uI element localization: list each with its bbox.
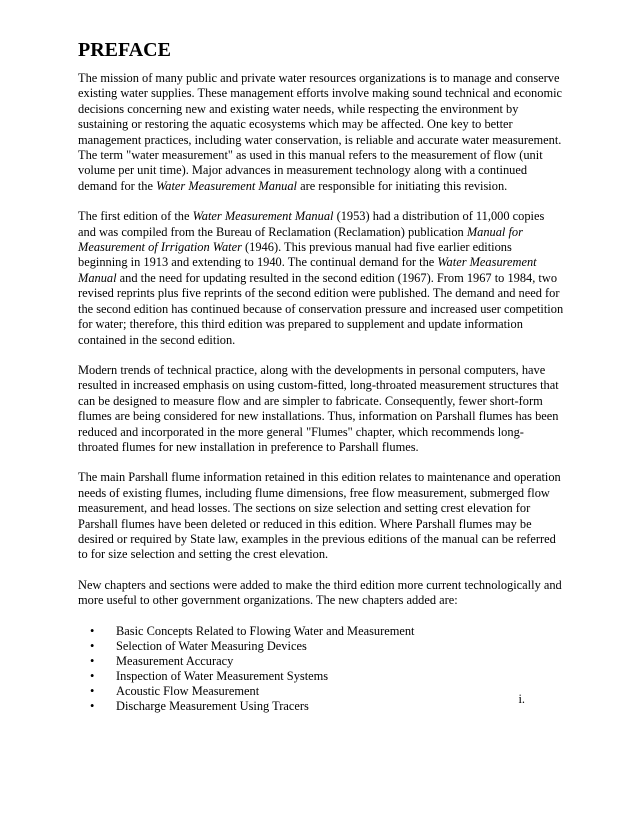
title-citation: Water Measurement Manual <box>78 255 537 285</box>
list-item <box>90 684 564 699</box>
list-item <box>90 639 564 654</box>
list-item <box>90 669 564 684</box>
new-chapters-list <box>78 624 564 714</box>
list-item-text: Inspection of Water Measurement Systems <box>116 668 329 683</box>
paragraph-parshall-flume: The main Parshall flume information retained in this edition relates to maintenance and operation needs of existing flumes, including flume dimensions, free flow measurement, submerged flow measurement, and head losses. The sections on size selection and setting crest elevation for Parshall flumes have been deleted or reduced in this edition. Where Parshall flumes may be desired or required by State law, examples in the previous editions of the manual can be referred to for size selection and setting the crest elevation. <box>78 470 561 562</box>
text-run: are responsible for initiating this revision. <box>296 178 508 193</box>
text-run: The first edition of the <box>78 209 193 224</box>
paragraph-mission <box>78 71 564 194</box>
text-run: (1953) had a distribution of 11,000 copies and was compiled from the Bureau of Reclamation (Reclamation) publication <box>78 209 545 239</box>
list-item-text: Selection of Water Measuring Devices <box>116 638 307 653</box>
bullet-icon: • <box>90 698 95 713</box>
bullet-icon: • <box>90 623 95 638</box>
bullet-icon: • <box>90 683 95 698</box>
bullet-icon: • <box>90 653 95 668</box>
title-citation: Manual for Measurement of Irrigation Water <box>78 224 523 255</box>
paragraph-history <box>78 209 564 348</box>
bullet-icon: • <box>90 638 95 653</box>
paragraph-modern-trends: Modern trends of technical practice, along with the developments in personal computers, have resulted in increased emphasis on using custom-fitted, long-throated measurement structures that can be designed to measure flow and are simpler to fabricate. Consequently, fewer short-form flumes are being considered for new installations. Thus, information on Parshall flumes has been reduced and incorporated in the more general "Flumes" chapter, which recommends long-throated flumes for new installation in preference to Parshall flumes. <box>78 362 559 454</box>
list-item-text: Measurement Accuracy <box>116 653 234 668</box>
text-run: and the need for updating resulted in the second edition (1967). From 1967 to 1984, two revised reprints plus five reprints of the second edition were published. The demand and need for the second edition has continued because of conservation pressure and increased user competition for water; therefore, this third edition was prepared to supplement and update information contained in the second edition. <box>78 270 564 347</box>
list-item-text: Acoustic Flow Measurement <box>116 683 260 698</box>
title-citation: Water Measurement Manual <box>192 209 334 224</box>
list-item <box>90 624 564 639</box>
list-item <box>90 699 564 714</box>
list-item-text: Basic Concepts Related to Flowing Water and Measurement <box>116 623 415 638</box>
page-number: i. <box>518 692 525 706</box>
list-item <box>90 654 564 669</box>
title-citation: Water Measurement Manual <box>156 178 297 193</box>
page-title: PREFACE <box>78 39 171 61</box>
bullet-icon: • <box>90 668 95 683</box>
paragraph-new-chapters: New chapters and sections were added to make the third edition more current technologically and more useful to other government organizations. The new chapters added are: <box>78 577 562 608</box>
text-run: (1946). This previous manual had five earlier editions beginning in 1913 and extending to 1940. The continual demand for the <box>78 240 512 270</box>
list-item-text: Discharge Measurement Using Tracers <box>116 698 309 713</box>
text-run: The mission of many public and private water resources organizations is to manage and conserve existing water supplies. These management efforts involve making sound technical and economic decisions concerning new and existing water needs, while respecting the environment by sustaining or restoring the aquatic ecosystems which may be affected. One key to better management practices, including water conservation, is reliable and accurate water measurement. The term "water measurement" as used in this manual refers to the measurement of flow (unit volume per unit time). Major advances in measurement technology along with a continued demand for the <box>78 71 563 193</box>
